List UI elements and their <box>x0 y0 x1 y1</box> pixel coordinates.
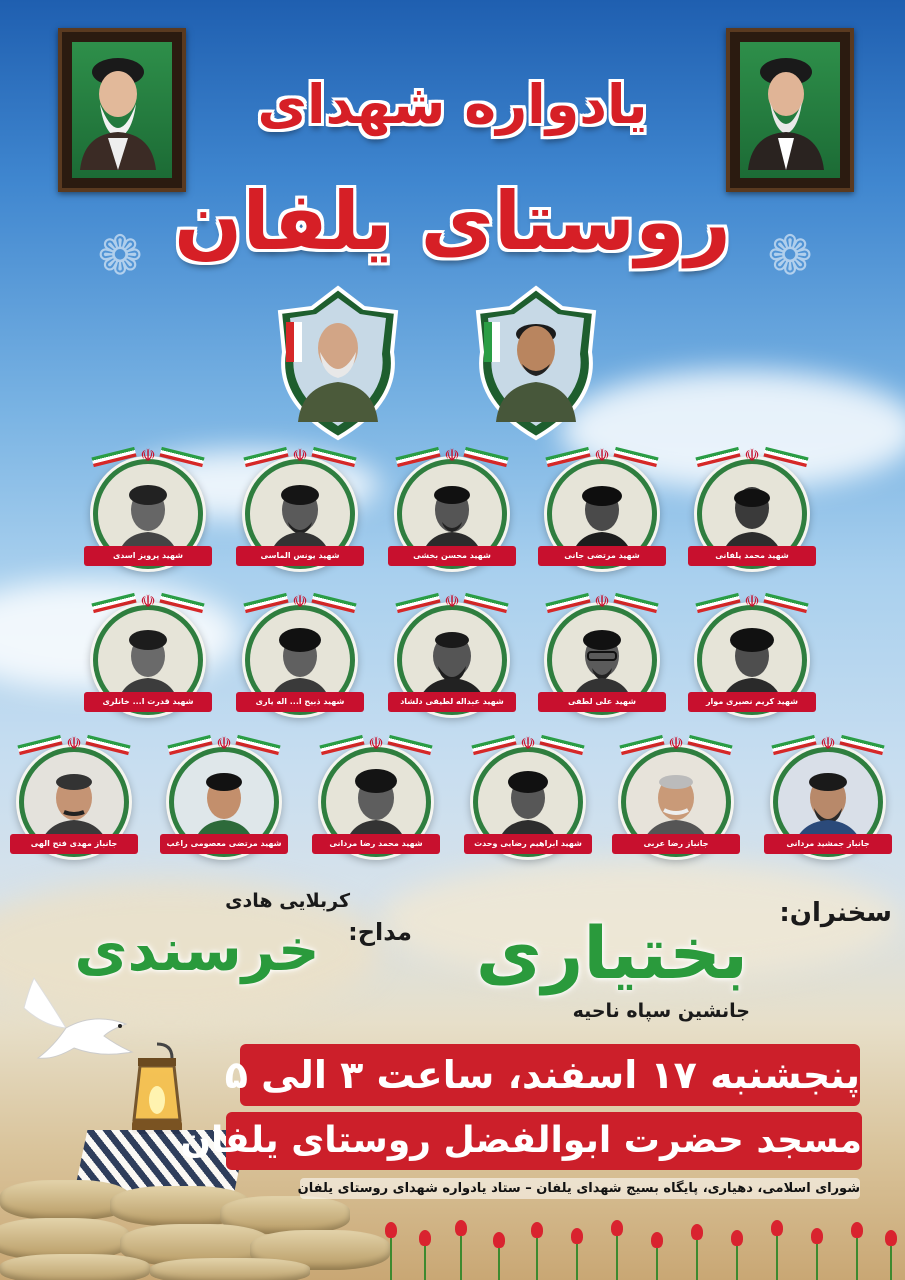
martyr-card <box>538 592 666 728</box>
commander-portrait-left <box>268 282 408 442</box>
martyr-name: شهید پرویز اسدی <box>84 546 212 566</box>
emblem-icon: ☫ <box>140 446 156 466</box>
martyr-name: شهید یونس الماسی <box>236 546 364 566</box>
martyr-card <box>688 446 816 582</box>
speaker-name: بختیاری <box>475 911 749 995</box>
martyr-name: شهید محمد رضا مردانی <box>312 834 440 854</box>
martyr-card <box>538 446 666 582</box>
martyr-name: شهید محسن بخشی <box>388 546 516 566</box>
emblem-icon: ☫ <box>444 592 460 612</box>
emblem-icon: ☫ <box>292 592 308 612</box>
tulip-field <box>380 1220 905 1280</box>
emblem-icon: ☫ <box>744 446 760 466</box>
poster-title-line2: روستای یلفان <box>174 175 731 268</box>
eulogist-prefix: کربلایی هادی <box>225 890 350 912</box>
organizers-text: شورای اسلامی، دهیاری، پایگاه بسیج شهدای یلفان – ستاد یادواره شهدای روستای یلفان <box>300 1178 860 1199</box>
martyr-name: جانباز جمشید مردانی <box>764 834 892 854</box>
martyr-name: شهید ابراهیم رضایی وحدت <box>464 834 592 854</box>
martyr-name: شهید کریم نصیری موار <box>688 692 816 712</box>
martyr-name: شهید قدرت ا... خانلری <box>84 692 212 712</box>
martyr-card <box>84 592 212 728</box>
martyr-name: جانباز مهدی فتح الهی <box>10 834 138 854</box>
martyr-card <box>464 734 592 870</box>
emblem-icon: ☫ <box>744 592 760 612</box>
martyr-name: شهید مرتضی جانی <box>538 546 666 566</box>
sandbag <box>150 1258 310 1280</box>
martyr-name: جانباز رضا عربی <box>612 834 740 854</box>
martyr-card <box>388 592 516 728</box>
emblem-icon: ☫ <box>444 446 460 466</box>
emblem-icon: ☫ <box>820 734 836 754</box>
martyr-name: شهید علی لطفی <box>538 692 666 712</box>
emblem-icon: ☫ <box>140 592 156 612</box>
event-venue: مسجد حضرت ابوالفضل روستای یلفان <box>226 1112 862 1170</box>
emblem-icon: ☫ <box>292 446 308 466</box>
poster-title-line1: یادواره شهدای <box>257 73 648 136</box>
eulogist-name: خرسندی <box>74 916 320 984</box>
speaker-label: سخنران: <box>779 898 892 928</box>
martyr-card <box>84 446 212 582</box>
martyr-card <box>160 734 288 870</box>
emblem-icon: ☫ <box>368 734 384 754</box>
martyr-card <box>236 592 364 728</box>
martyr-card <box>312 734 440 870</box>
emblem-icon: ☫ <box>66 734 82 754</box>
emblem-icon: ☫ <box>594 592 610 612</box>
martyr-name: شهید عبداله لطیفی دلشاد <box>388 692 516 712</box>
eulogist-label: مداح: <box>348 918 412 946</box>
commander-portrait-right <box>466 282 606 442</box>
commander-photo <box>466 282 606 442</box>
martyr-card <box>10 734 138 870</box>
ornament-icon: ❁ <box>767 224 813 287</box>
martyr-name: شهید مرتضی معصومی راغب <box>160 834 288 854</box>
event-datetime: پنجشنبه ۱۷ اسفند، ساعت ۳ الی ۵ <box>240 1044 860 1106</box>
emblem-icon: ☫ <box>668 734 684 754</box>
martyr-name: شهید محمد یلفانی <box>688 546 816 566</box>
sandbag <box>0 1254 150 1280</box>
speaker-role: جانشین سپاه ناحیه <box>572 1000 750 1022</box>
martyr-card <box>236 446 364 582</box>
martyr-card <box>612 734 740 870</box>
emblem-icon: ☫ <box>216 734 232 754</box>
martyr-card <box>764 734 892 870</box>
martyr-name: شهید ذبیح ا... اله یاری <box>236 692 364 712</box>
emblem-icon: ☫ <box>594 446 610 466</box>
emblem-icon: ☫ <box>520 734 536 754</box>
commander-photo <box>268 282 408 442</box>
martyr-card <box>388 446 516 582</box>
martyr-card <box>688 592 816 728</box>
ornament-icon: ❁ <box>97 224 143 287</box>
